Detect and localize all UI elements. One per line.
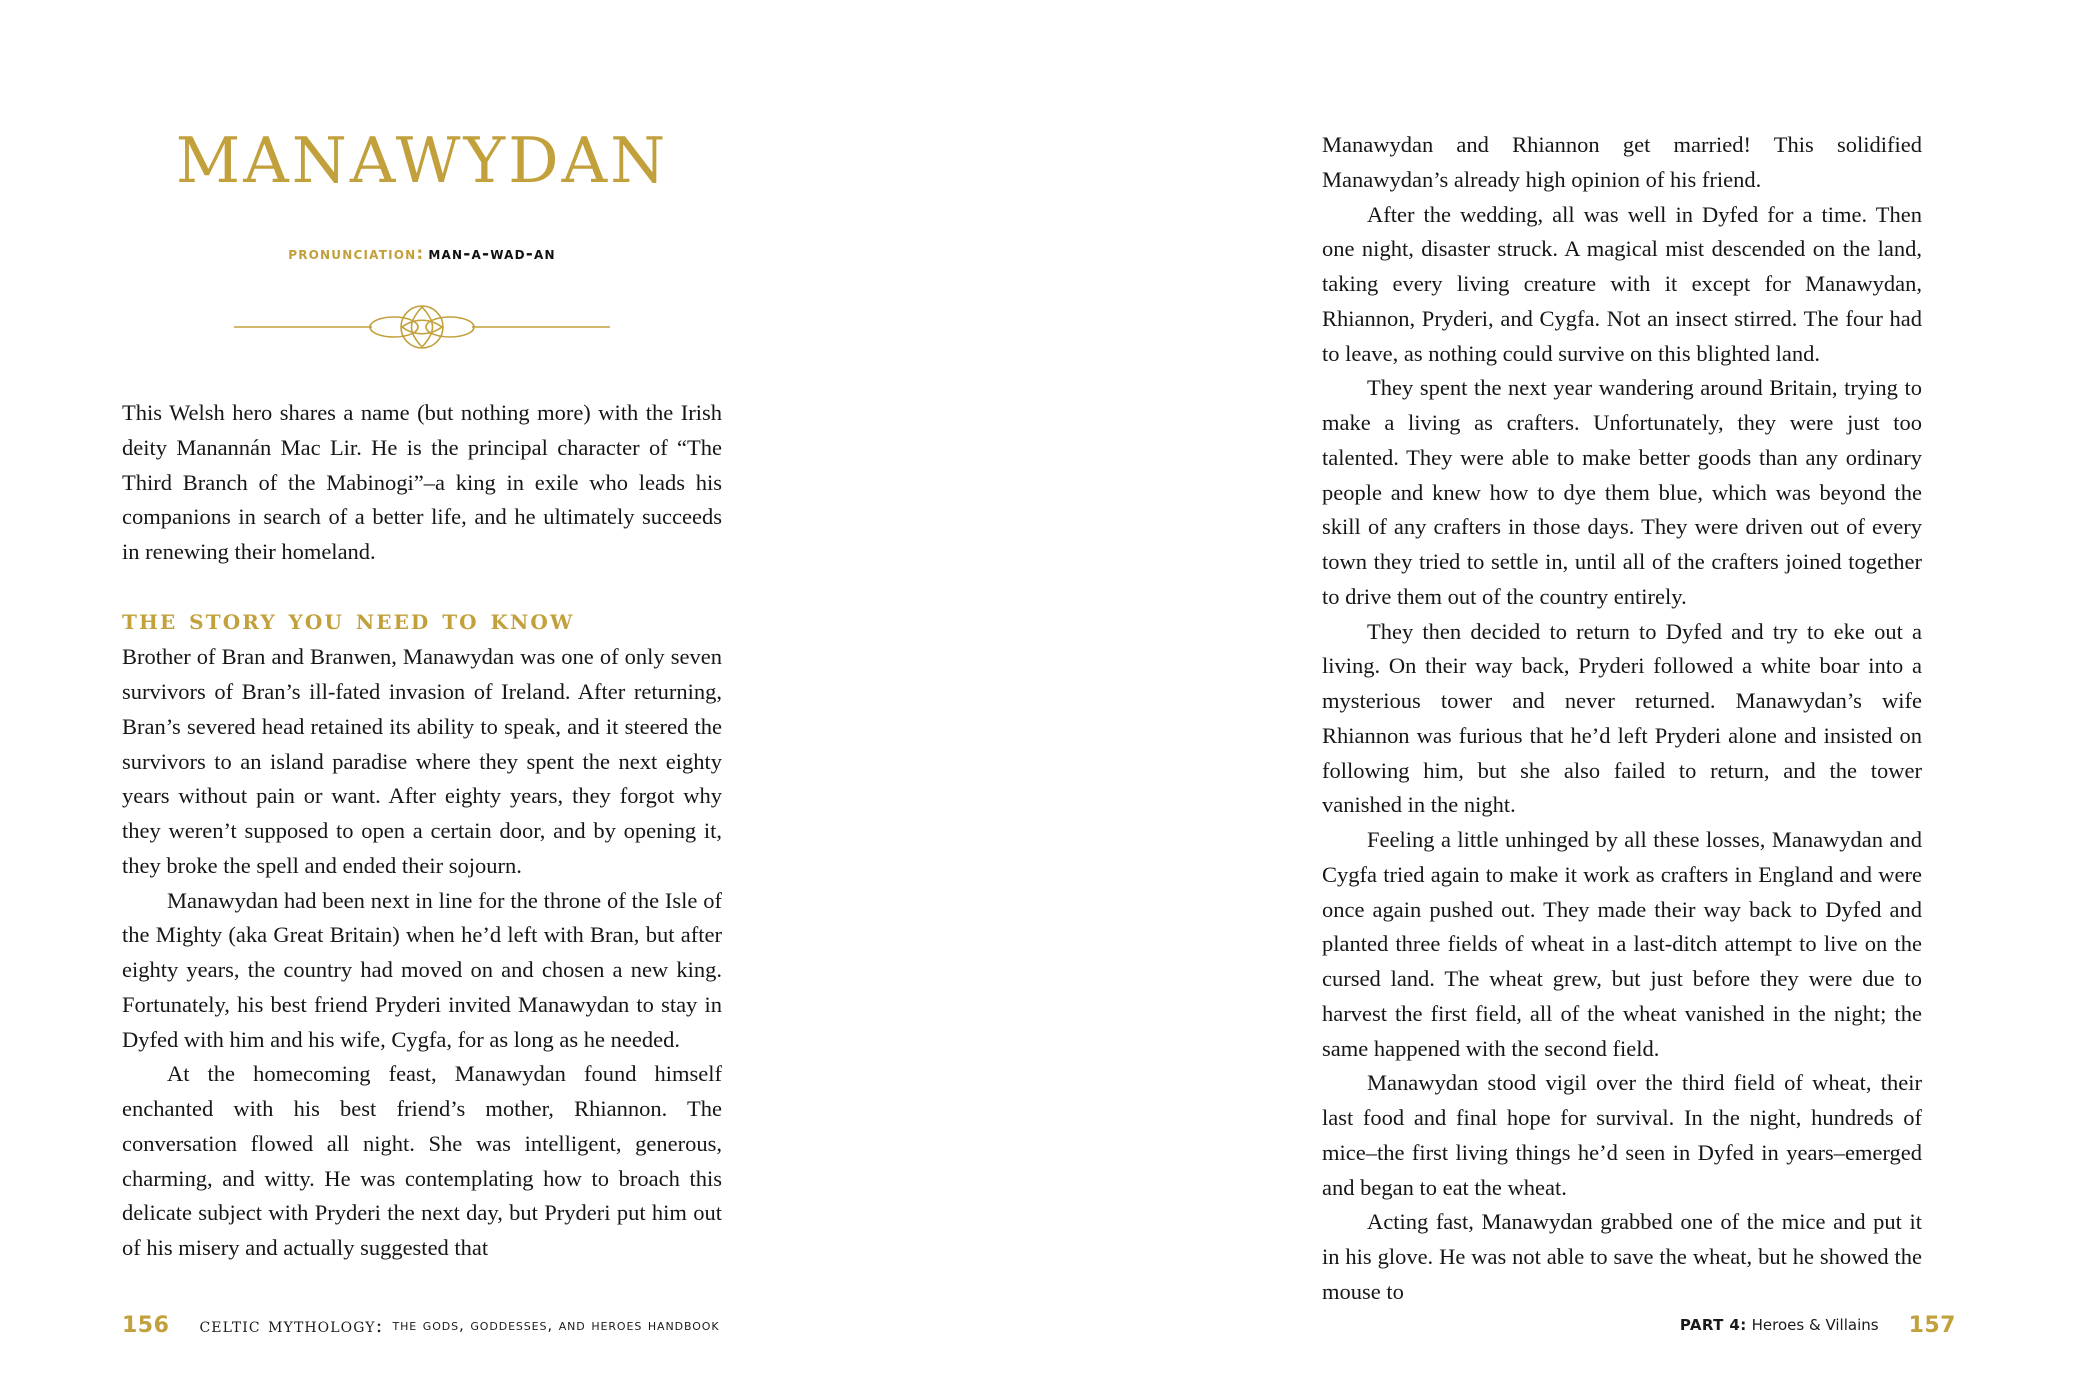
running-head-subtitle: the gods, goddesses, and heroes handbook bbox=[392, 1316, 720, 1334]
paragraph: They spent the next year wandering around Britain, trying to make a living as crafters. Unfortunately, they were just too talented. They were able to make better goods than any ordinary people and knew how to dye them blue, which was beyond the skill of any crafters in those days. They were driven out of every town they tried to settle in, until all of the crafters joined together to drive them out of the country entirely. bbox=[1322, 375, 1922, 609]
right-page-footer bbox=[1680, 1295, 1956, 1355]
paragraph: Manawydan had been next in line for the throne of the Isle of the Mighty (aka Great Britain) when he’d left with Bran, but after eighty years, the country had moved on and chosen a new king. Fortunately, his best friend Pryderi invited Manawydan to stay in Dyfed with him and his wife, Cygfa, for as long as he needed. bbox=[122, 887, 722, 1052]
running-head-part-name: Heroes & Villains bbox=[1751, 1316, 1879, 1334]
pronunciation-value: man-a-wad-an bbox=[428, 244, 556, 265]
left-page-footer bbox=[122, 1295, 719, 1355]
right-column bbox=[1322, 128, 1922, 1308]
left-column bbox=[122, 124, 722, 1308]
paragraph: Manawydan and Rhiannon get married! This solidified Manawydan’s already high opinion of his friend. bbox=[1322, 132, 1922, 192]
section-heading: the story you need to know bbox=[122, 602, 575, 636]
chapter-title: MANAWYDAN bbox=[175, 124, 669, 197]
paragraph: After the wedding, all was well in Dyfed for a time. Then one night, disaster struck. A magical mist descended on the land, taking every living creature with it except for Manawydan, Rhiannon, Pryderi, and Cygfa. Not an insect stirred. The four had to leave, as nothing could survive on this blighted land. bbox=[1322, 201, 1922, 366]
paragraph: Feeling a little unhinged by all these losses, Manawydan and Cygfa tried again to make it work as crafters in England and were once again pushed out. They made their way back to Dyfed and planted three fields of wheat in a last-ditch attempt to live on the cursed land. The wheat grew, but just before they were due to harvest the first field, all of the wheat vanished in the night; the same happened with the second field. bbox=[1322, 827, 1922, 1061]
paragraph: Manawydan stood vigil over the third field of wheat, their last food and final hope for survival. In the night, hundreds of mice–the first living things he’d seen in Dyfed in years–emerged and began to eat the wheat. bbox=[1322, 1070, 1922, 1200]
paragraph: Brother of Bran and Branwen, Manawydan was one of only seven survivors of Bran’s ill-fated invasion of Ireland. After returning, Bran’s severed head retained its ability to speak, and it steered the survivors to an island paradise where they spent the next eighty years without pain or want. After eighty years, they forgot why they weren’t supposed to open a certain door, and by opening it, they broke the spell and ended their sojourn. bbox=[122, 644, 722, 878]
right-page bbox=[1039, 0, 2078, 1399]
page-number-left: 156 bbox=[122, 1312, 170, 1338]
page-number-right: 157 bbox=[1908, 1312, 1956, 1338]
lede-paragraph: This Welsh hero shares a name (but nothing more) with the Irish deity Manannán Mac Lir. He is the principal character of “The Third Branch of the Mabinogi”–a king in exile who leads his companions in search of a better life, and he ultimately succeeds in renewing their homeland. bbox=[122, 400, 722, 565]
paragraph: Acting fast, Manawydan grabbed one of the mice and put it in his glove. He was not able to save the wheat, but he showed the mouse to bbox=[1322, 1209, 1922, 1304]
running-head-part-label: PART 4: bbox=[1679, 1316, 1747, 1334]
paragraph: They then decided to return to Dyfed and try to eke out a living. On their way back, Pryderi followed a white boar into a mysterious tower and never returned. Manawydan’s wife Rhiannon was furious that he’d left Pryderi alone and insisted on following him, but she also failed to return, and the tower vanished in the night. bbox=[1322, 618, 1922, 818]
pronunciation-line bbox=[122, 244, 722, 264]
celtic-knot-divider-icon bbox=[232, 304, 612, 350]
pronunciation-label: pronunciation: bbox=[288, 244, 425, 265]
paragraph: At the homecoming feast, Manawydan found himself enchanted with his best friend’s mother, Rhiannon. The conversation flowed all night. She was intelligent, generous, charming, and witty. He was contemplating how to broach this delicate subject with Pryderi the next day, but Pryderi put him out of his misery and actually suggested that bbox=[122, 1061, 722, 1261]
running-head-book-title: celtic mythology: bbox=[199, 1313, 384, 1337]
